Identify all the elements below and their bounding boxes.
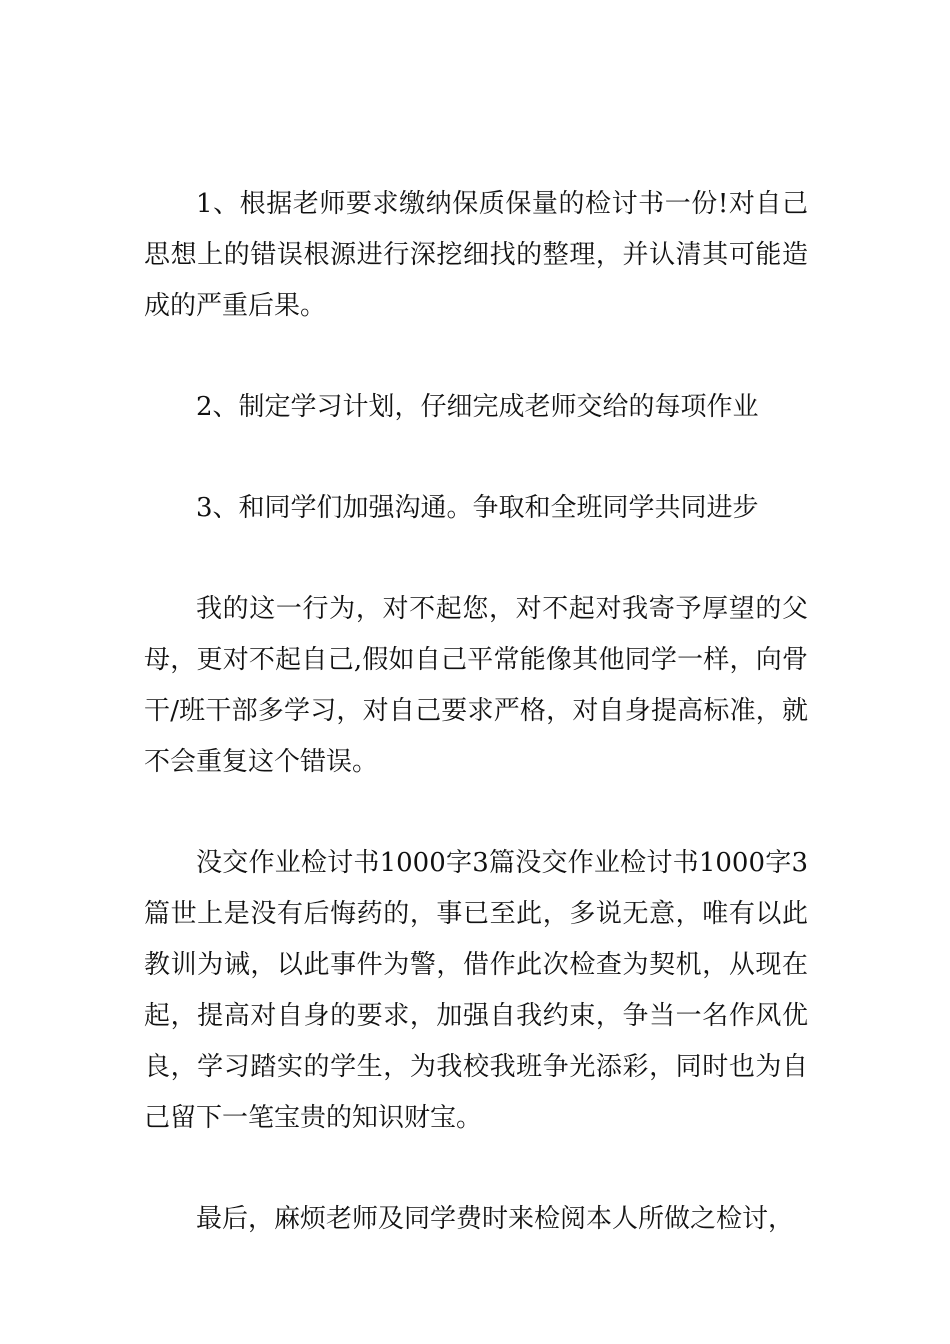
paragraph-6: 最后，麻烦老师及同学费时来检阅本人所做之检讨， — [196, 1204, 795, 1234]
paragraph-3: 3、和同学们加强沟通。争取和全班同学共同进步 — [196, 493, 759, 523]
document-body — [144, 179, 808, 1295]
paragraph-4: 我的这一行为，对不起您，对不起对我寄予厚望的父母，更对不起自己,假如自己平常能像其他同学一样，向骨干/班干部多学习，对自己要求严格，对自身提高标准，就不会重复这个错误。 — [144, 594, 808, 777]
paragraph-2: 2、制定学习计划，仔细完成老师交给的每项作业 — [196, 392, 759, 422]
paragraph-1: 1、根据老师要求缴纳保质保量的检讨书一份!对自己思想上的错误根源进行深挖细找的整理，并认清其可能造成的严重后果。 — [144, 189, 808, 321]
paragraph-5: 没交作业检讨书1000字3篇没交作业检讨书1000字3篇世上是没有后悔药的，事已至此，多说无意，唯有以此教训为诫，以此事件为警，借作此次检查为契机，从现在起，提高对自身的要求，加强自我约束，争当一名作风优良，学习踏实的学生，为我校我班争光添彩，同时也为自己留下一笔宝贵的知识财宝。 — [144, 848, 808, 1133]
